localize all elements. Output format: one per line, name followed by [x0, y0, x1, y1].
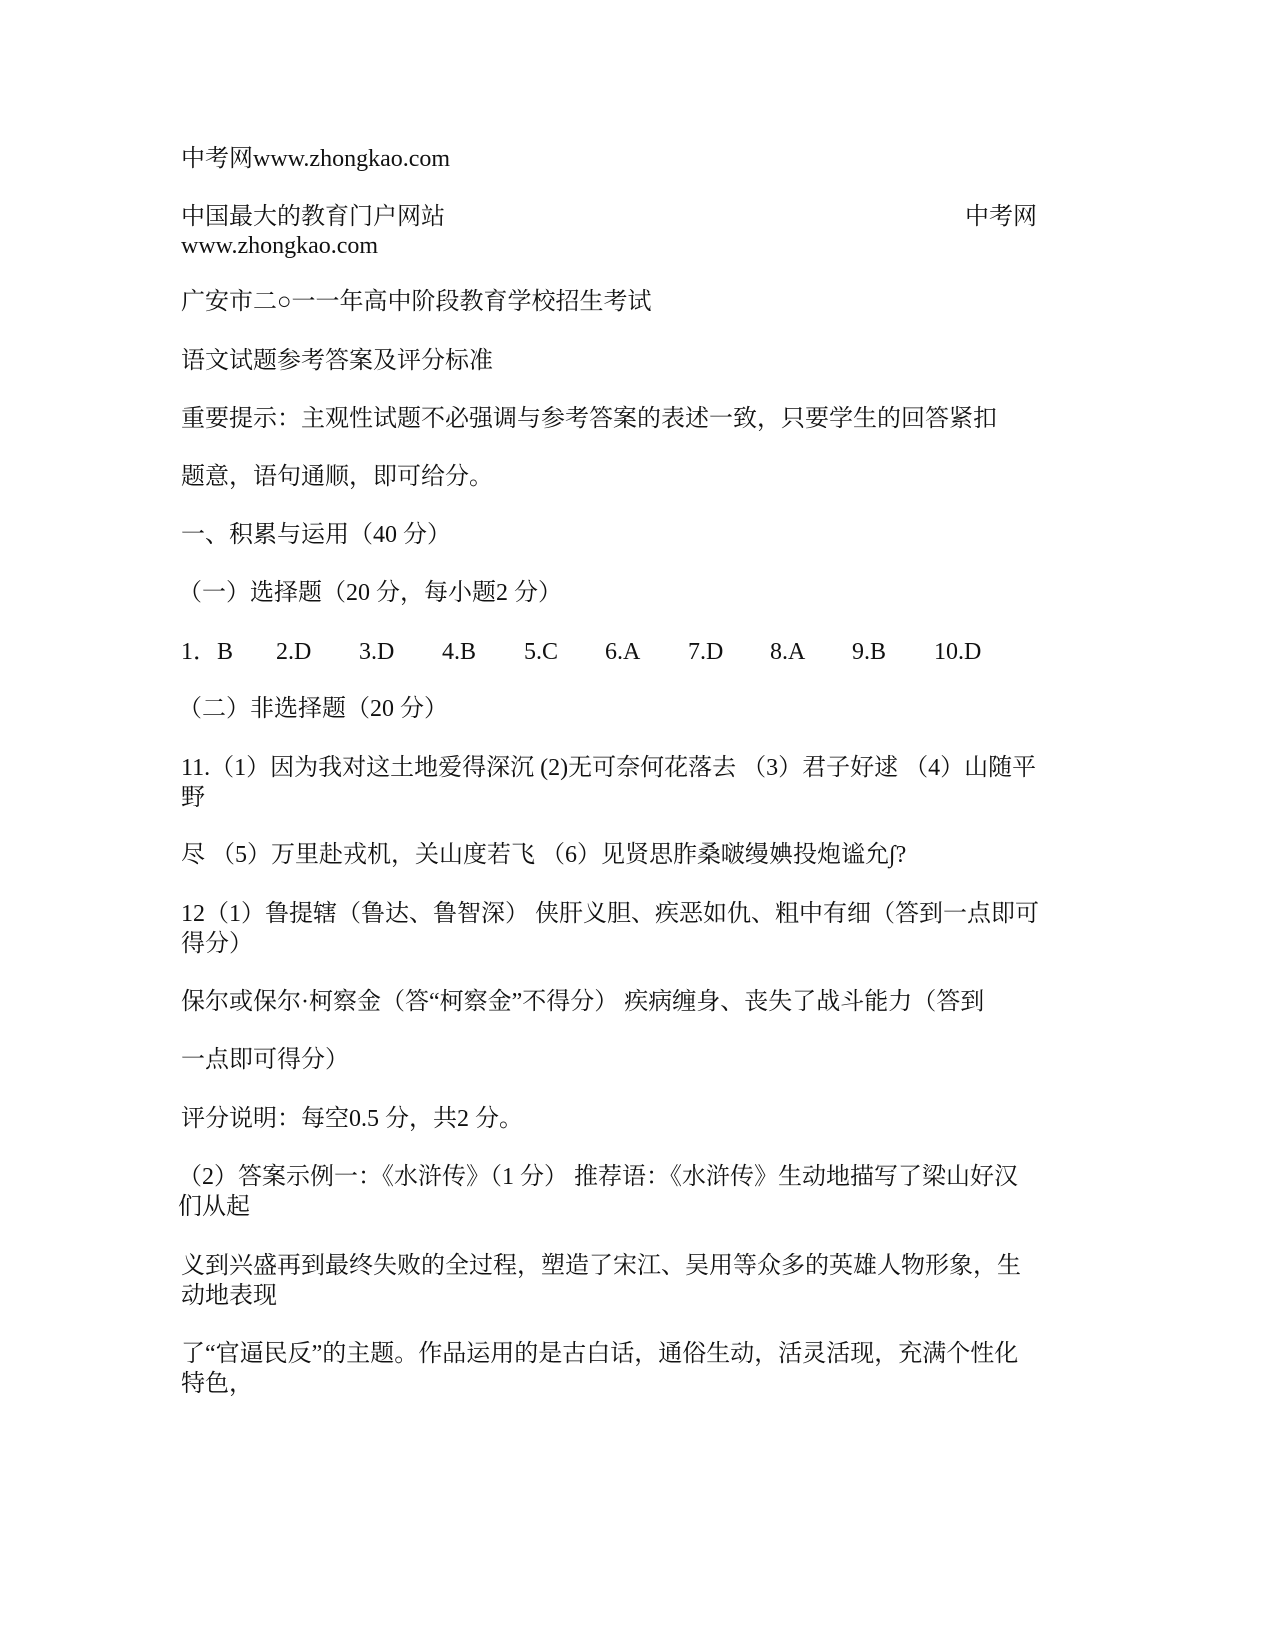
answer-item: 5.C: [524, 639, 559, 665]
answer-item: 3.D: [359, 639, 395, 665]
q12-line-3: 一点即可得分）: [181, 1047, 349, 1073]
q12-scoring-note: 评分说明：每空0.5 分，共2 分。: [181, 1106, 523, 1132]
q12-line-2: 保尔或保尔·柯察金（答“柯察金”不得分） 疾病缠身、丧失了战斗能力（答到: [181, 989, 985, 1015]
non-choice-heading: （二）非选择题（20 分）: [178, 696, 448, 722]
exam-title: 广安市二○一一年高中阶段教育学校招生考试: [181, 289, 652, 315]
answer-item: 4.B: [442, 639, 477, 665]
section-heading: 一、积累与运用（40 分）: [181, 522, 451, 548]
q12-part2-line-3: 了“官逼民反”的主题。作品运用的是古白话，通俗生动，活灵活现，充满个性化特色，: [181, 1341, 1019, 1397]
q11-line-1: 11.（1）因为我对这土地爱得深沉 (2)无可奈何花落去 （3）君子好逑 （4）山随平野: [181, 755, 1037, 811]
answer-item: 9.B: [852, 639, 887, 665]
answer-item: 1．B: [181, 639, 234, 665]
q11-line-2: 尽 （5）万里赴戎机，关山度若飞 （6）见贤思胙桑啵缦婰投炮谧允∫?: [181, 842, 907, 868]
answer-item: 2.D: [276, 639, 312, 665]
answer-item: 10.D: [934, 639, 982, 665]
portal-right: 中考网: [965, 204, 1037, 230]
notice-line-2: 题意，语句通顺，即可给分。: [181, 464, 493, 490]
answer-key-title: 语文试题参考答案及评分标准: [181, 348, 493, 374]
portal-url: www.zhongkao.com: [181, 233, 379, 259]
q12-line-1: 12（1）鲁提辖（鲁达、鲁智深） 侠肝义胆、疾恶如仇、粗中有细（答到一点即可得分）: [181, 901, 1039, 957]
answer-item: 6.A: [605, 639, 641, 665]
site-header: 中考网www.zhongkao.com: [181, 146, 451, 172]
portal-left: 中国最大的教育门户网站: [181, 204, 445, 230]
multiple-choice-heading: （一）选择题（20 分，每小题2 分）: [178, 580, 562, 606]
answer-item: 7.D: [688, 639, 724, 665]
q12-part2-line-2: 义到兴盛再到最终失败的全过程，塑造了宋江、吴用等众多的英雄人物形象，生动地表现: [181, 1253, 1021, 1309]
notice-line-1: 重要提示：主观性试题不必强调与参考答案的表述一致，只要学生的回答紧扣: [181, 406, 997, 432]
q12-part2-line-1: （2）答案示例一：《水浒传》（1 分） 推荐语：《水浒传》生动地描写了梁山好汉们从起: [178, 1164, 1018, 1220]
answer-item: 8.A: [770, 639, 806, 665]
multiple-choice-answers: [181, 637, 981, 667]
